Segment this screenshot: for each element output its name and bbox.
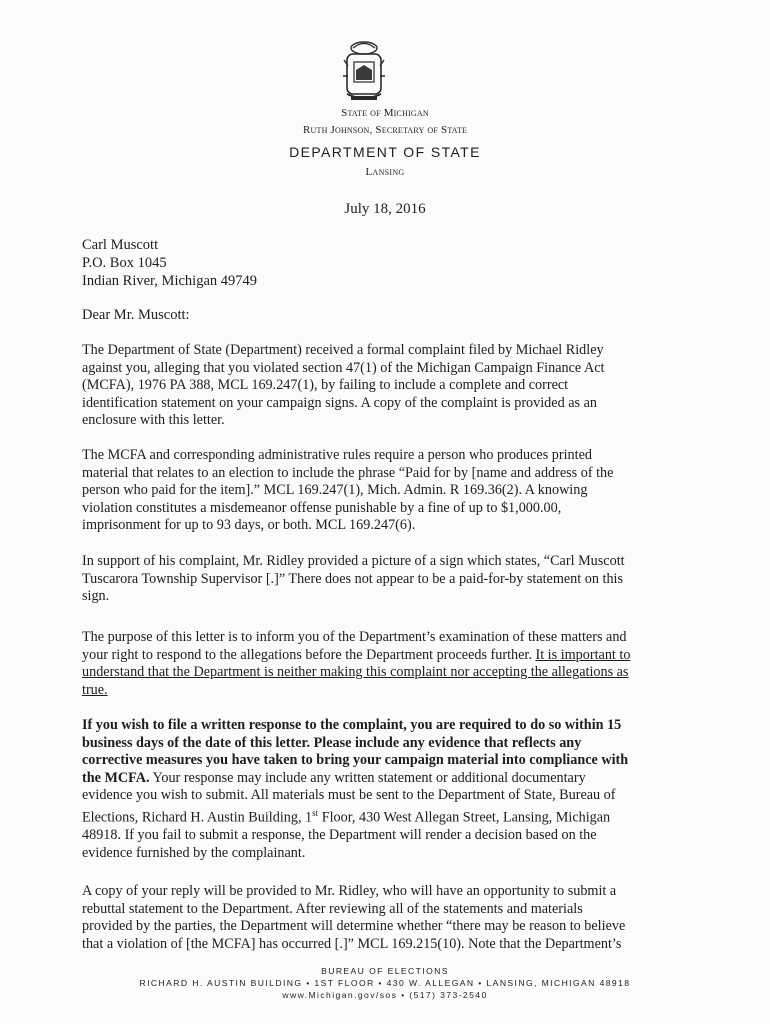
paragraph-complaint: [82, 342, 662, 430]
text-line: person who paid for the item].” MCL 169.247(1), Mich. Admin. R 169.36(2). A knowing: [82, 482, 588, 499]
text-line: against you, alleging that you violated section 47(1) of the Michigan Campaign Finance Act: [82, 359, 605, 376]
text-line: material that relates to an election to include the phrase “Paid for by [name and address of the: [82, 464, 614, 481]
text-line: (MCFA), 1976 PA 388, MCL 169.247(1), by failing to include a complete and correct: [82, 377, 569, 394]
text-line: enclosure with this letter.: [82, 412, 225, 429]
footer-address: RICHARD H. AUSTIN BUILDING • 1ST FLOOR • 430 W. ALLEGAN • LANSING, MICHIGAN 48918: [139, 978, 631, 988]
text-line: evidence furnished by the complainant.: [82, 844, 306, 861]
text-line: rebuttal statement to the Department. After reviewing all of the statements and materials: [82, 900, 583, 917]
salutation: Dear Mr. Muscott:: [82, 307, 190, 323]
text-line: 48918. If you fail to submit a response, the Department will render a decision based on the: [82, 827, 597, 844]
text-line: imprisonment for up to 93 days, or both. MCL 169.247(6).: [82, 517, 416, 534]
letterhead-state: State of Michigan: [341, 107, 429, 119]
footer-contact: www.Michigan.gov/sos • (517) 373-2540: [282, 990, 488, 1000]
paragraph-purpose: [82, 629, 662, 699]
bold-text-line: corrective measures you have taken to bring your campaign material into compliance with: [82, 752, 629, 769]
text-segment: Your response may include any written statement or additional documentary: [149, 769, 586, 786]
text-line: [82, 770, 662, 788]
text-line: Tuscarora Township Supervisor [.]” There does not appear to be a paid-for-by statement on this: [82, 570, 624, 587]
text-line: [82, 647, 662, 665]
text-segment: Floor, 430 West Allegan Street, Lansing, Michigan: [318, 809, 611, 826]
text-line: provided by the parties, the Department will determine whether “there may be reason to believe: [82, 918, 626, 935]
recipient-city-line: Indian River, Michigan 49749: [82, 273, 257, 289]
text-line: The Department of State (Department) received a formal complaint filed by Michael Ridley: [82, 342, 604, 358]
recipient-address: [82, 236, 257, 290]
letterhead-secretary: Ruth Johnson, Secretary of State: [302, 124, 468, 136]
bold-text-line: If you wish to file a written response to the complaint, you are required to do so within 15: [82, 717, 622, 733]
underlined-text: true.: [82, 681, 108, 698]
text-line: In support of his complaint, Mr. Ridley provided a picture of a sign which states, “Carl Muscott: [82, 553, 625, 569]
underlined-text: It is important to: [535, 646, 631, 663]
paragraph-response-instructions: [82, 717, 662, 862]
superscript: st: [312, 807, 319, 818]
paragraph-mcfa-rules: [82, 447, 662, 535]
letterhead-department: DEPARTMENT OF STATE: [289, 144, 481, 160]
paragraph-reply-copy: [82, 883, 662, 953]
text-line: evidence you wish to submit. All materials must be sent to the Department of State, Bureau of: [82, 787, 616, 804]
text-line: sign.: [82, 588, 110, 605]
paragraph-support: [82, 553, 662, 606]
recipient-name: Carl Muscott: [82, 237, 159, 253]
text-line: [82, 805, 662, 827]
text-line: The MCFA and corresponding administrative rules require a person who produces printed: [82, 447, 592, 463]
footer-bureau: BUREAU OF ELECTIONS: [321, 966, 449, 976]
text-line: identification statement on your campaign signs. A copy of the complaint is provided as an: [82, 394, 597, 411]
michigan-seal-icon: [339, 40, 389, 104]
bold-text: the MCFA.: [82, 769, 150, 786]
text-line: that a violation of [the MCFA] has occurred [.]” MCL 169.215(10). Note that the Department’s: [82, 935, 622, 952]
text-line: A copy of your reply will be provided to Mr. Ridley, who will have an opportunity to submit a: [82, 883, 617, 899]
bold-text-line: business days of the date of this letter. Please include any evidence that reflects any: [82, 734, 582, 751]
text-line: The purpose of this letter is to inform you of the Department’s examination of these matters and: [82, 629, 627, 645]
letterhead-city: Lansing: [365, 166, 405, 178]
recipient-po-box: P.O. Box 1045: [82, 255, 167, 271]
text-segment: Elections, Richard H. Austin Building, 1: [82, 809, 313, 826]
text-segment: your right to respond to the allegations before the Department proceeds further.: [82, 646, 536, 663]
underlined-text: understand that the Department is neither making this complaint nor accepting the allegations as: [82, 664, 629, 681]
text-line: violation constitutes a misdemeanor offense punishable by a fine of up to $1,000.00,: [82, 499, 562, 516]
letter-date: July 18, 2016: [344, 201, 426, 217]
